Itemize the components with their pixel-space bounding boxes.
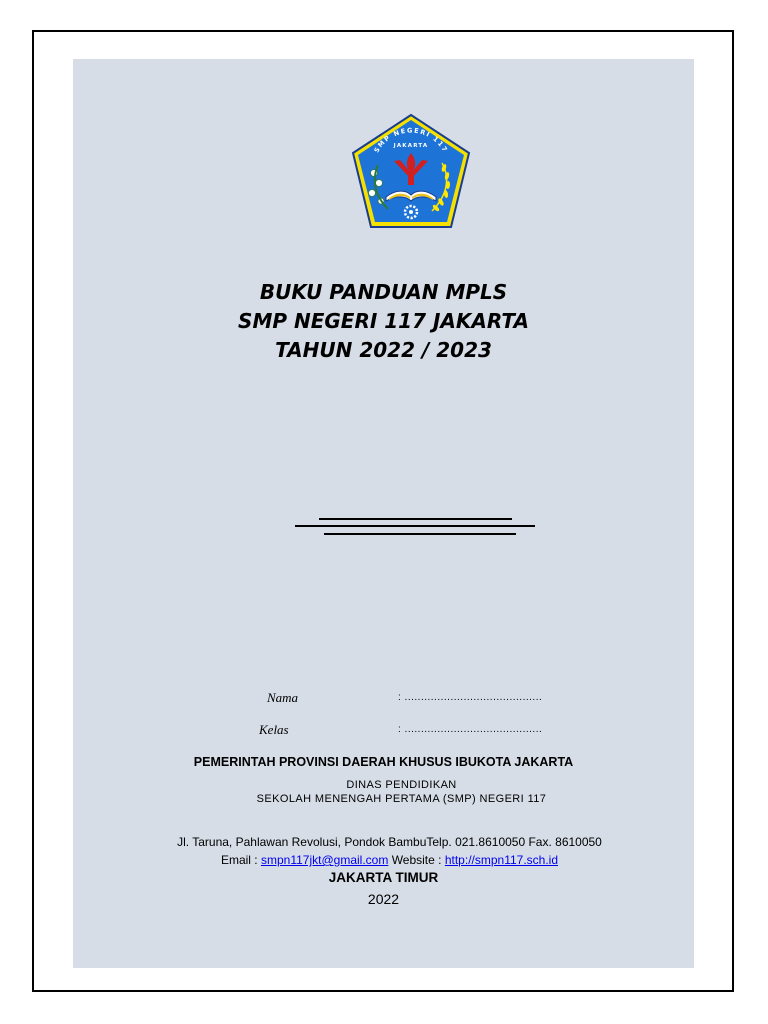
school-name: SEKOLAH MENENGAH PERTAMA (SMP) NEGERI 117	[256, 793, 547, 805]
government-name: PEMERINTAH PROVINSI DAERAH KHUSUS IBUKOTA JAKARTA	[193, 755, 574, 769]
title-line-1: BUKU PANDUAN MPLS	[259, 280, 508, 304]
year: 2022	[367, 891, 400, 907]
kelas-label: Kelas	[259, 722, 289, 737]
logo-ring-text: SMP NEGERI 117	[372, 126, 450, 155]
kelas-field[interactable]: : ..........................................	[398, 724, 543, 735]
school-logo	[348, 113, 474, 231]
title-line-2: SMP NEGERI 117 JAKARTA	[238, 309, 529, 333]
title-line-3: TAHUN 2022 / 2023	[275, 338, 492, 362]
nama-field[interactable]: : ..........................................	[398, 692, 543, 703]
nama-label: Nama	[267, 690, 299, 705]
email-link[interactable]: smpn117jkt@gmail.com	[261, 853, 389, 867]
logo-city-text: JAKARTA	[393, 143, 429, 149]
contact-line	[73, 853, 694, 867]
city-name: JAKARTA TIMUR	[328, 870, 439, 885]
document-title	[73, 278, 694, 365]
decorative-rule-middle	[295, 525, 535, 527]
department-name: DINAS PENDIDIKAN	[346, 779, 457, 791]
website-link[interactable]: http://smpn117.sch.id	[444, 853, 559, 867]
email-label: Email :	[220, 853, 258, 867]
decorative-rule-top	[319, 518, 512, 520]
decorative-rule-bottom	[324, 533, 516, 535]
website-label: Website :	[391, 853, 442, 867]
school-address: Jl. Taruna, Pahlawan Revolusi, Pondok BambuTelp. 021.8610050 Fax. 8610050	[177, 835, 602, 849]
